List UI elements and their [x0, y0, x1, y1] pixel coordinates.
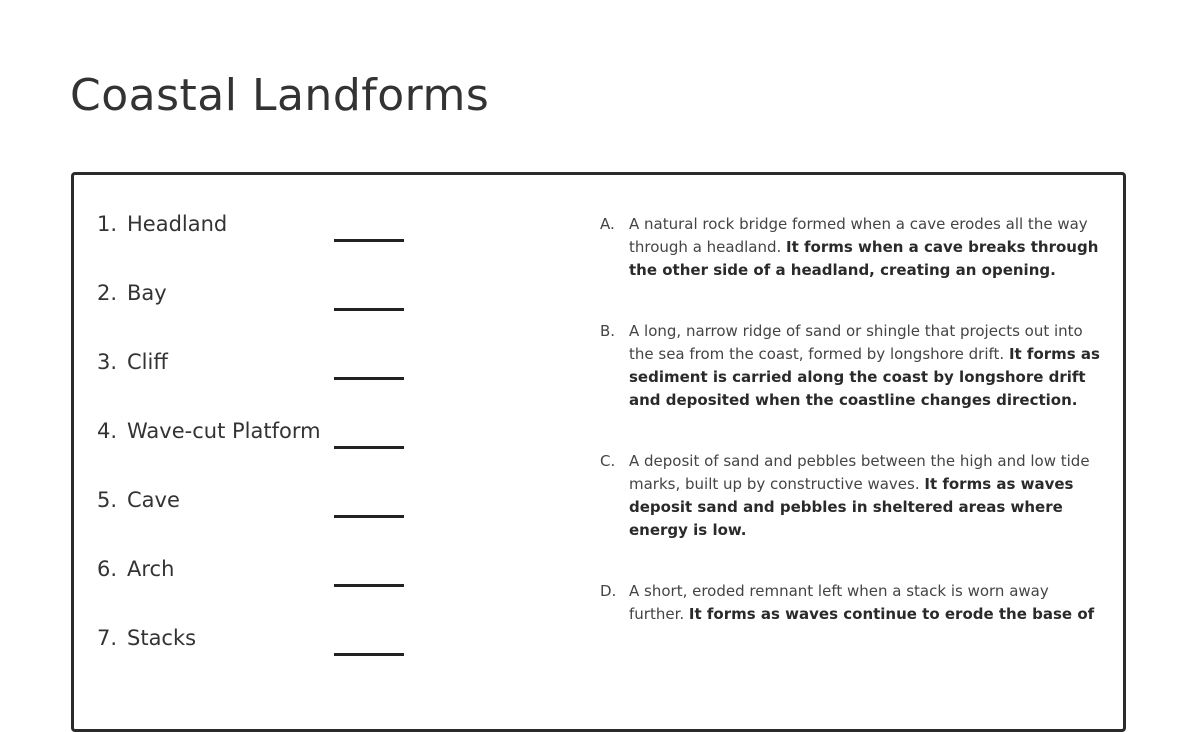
term-number: 3.: [97, 350, 118, 374]
term-label: Bay: [127, 281, 167, 305]
definition-bold-text: It forms when a cave breaks through the other side of a headland, creating an opening.: [629, 238, 1099, 279]
answer-blank-2[interactable]: [334, 308, 404, 311]
definition-item-c: [600, 450, 1105, 542]
term-item-7: [97, 622, 417, 691]
page-title: Coastal Landforms: [70, 70, 490, 121]
definition-text: A long, narrow ridge of sand or shingle that projects out into the sea from the coast, formed by longshore drift.: [629, 322, 1083, 363]
definition-text: A natural rock bridge formed when a cave erodes all the way through a headland.: [629, 215, 1088, 256]
term-number: 7.: [97, 626, 118, 650]
definition-letter: D.: [600, 582, 617, 600]
term-number: 2.: [97, 281, 118, 305]
term-label: Headland: [127, 212, 228, 236]
definition-list: [600, 213, 1105, 626]
term-list: [97, 208, 417, 691]
definition-letter: C.: [600, 452, 616, 470]
term-number: 5.: [97, 488, 118, 512]
answer-blank-5[interactable]: [334, 515, 404, 518]
term-item-4: [97, 415, 417, 484]
definition-letter: B.: [600, 322, 616, 340]
term-number: 6.: [97, 557, 118, 581]
term-item-2: [97, 277, 417, 346]
answer-blank-3[interactable]: [334, 377, 404, 380]
term-label: Cliff: [127, 350, 168, 374]
definition-bold-text: It forms as waves continue to erode the base of: [688, 605, 1095, 623]
term-item-3: [97, 346, 417, 415]
definition-item-b: [600, 320, 1105, 412]
term-item-6: [97, 553, 417, 622]
term-item-1: [97, 208, 417, 277]
definition-bold-text: It forms as waves deposit sand and pebbles in sheltered areas where energy is low.: [629, 475, 1074, 539]
definition-letter: A.: [600, 215, 615, 233]
definition-text: A short, eroded remnant left when a stack is worn away further.: [629, 582, 1049, 623]
answer-blank-7[interactable]: [334, 653, 404, 656]
definition-item-a: [600, 213, 1105, 282]
term-item-5: [97, 484, 417, 553]
term-number: 1.: [97, 212, 118, 236]
term-label: Arch: [127, 557, 175, 581]
term-label: Wave-cut Platform: [127, 419, 321, 443]
definition-item-d: [600, 580, 1105, 626]
term-number: 4.: [97, 419, 118, 443]
term-label: Stacks: [127, 626, 197, 650]
answer-blank-1[interactable]: [334, 239, 404, 242]
answer-blank-6[interactable]: [334, 584, 404, 587]
definition-bold-text: It forms as sediment is carried along the coast by longshore drift and deposited when the coastline changes direction.: [629, 345, 1100, 409]
definition-text: A deposit of sand and pebbles between the high and low tide marks, built up by constructive waves.: [629, 452, 1090, 493]
term-label: Cave: [127, 488, 180, 512]
answer-blank-4[interactable]: [334, 446, 404, 449]
